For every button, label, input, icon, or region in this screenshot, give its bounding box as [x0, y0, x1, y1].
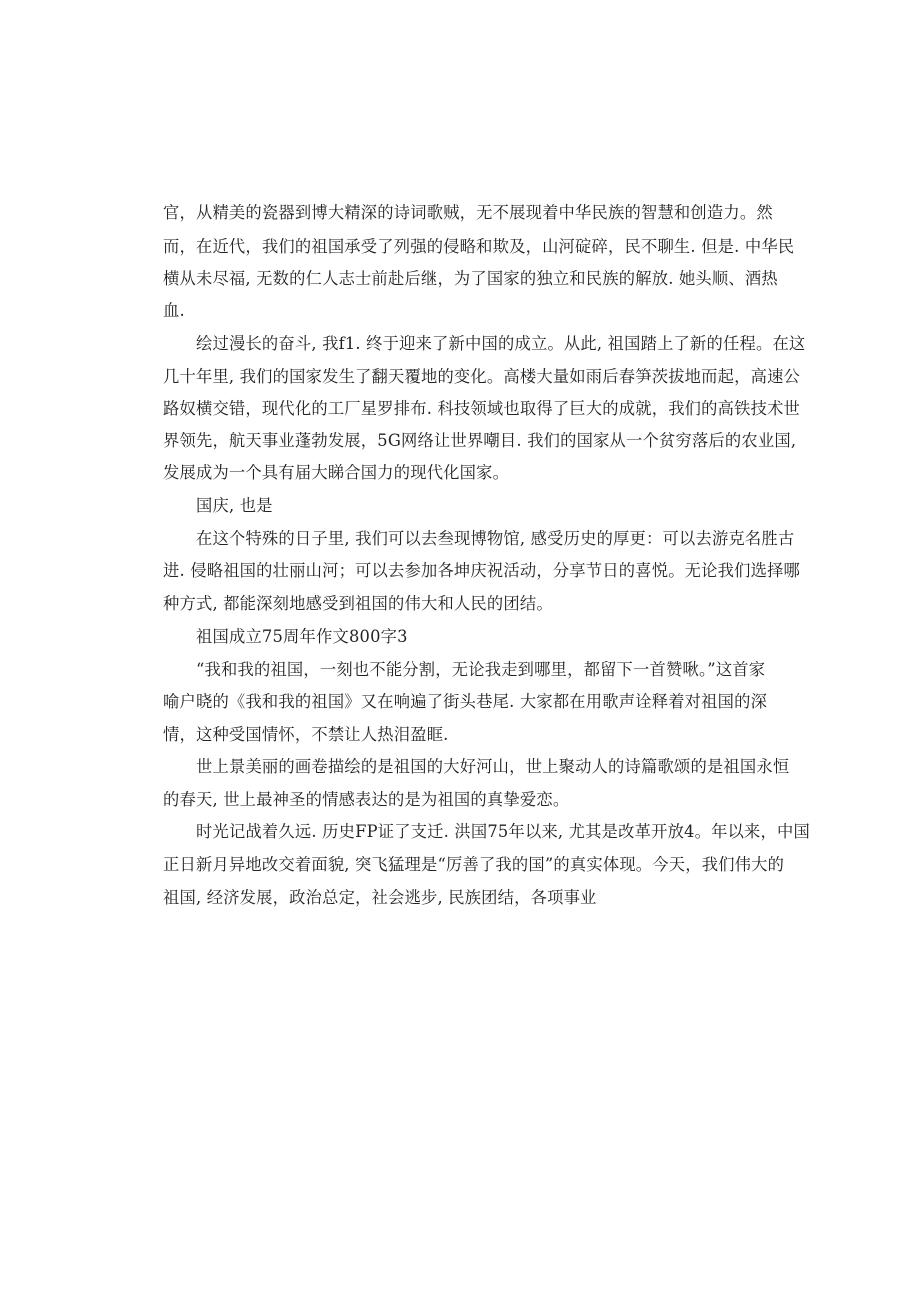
paragraph-start-line: 世上景美丽的画卷描绘的是祖国的大好河山，世上聚动人的诗篇歌颂的是祖国永恒 — [196, 757, 790, 776]
body-text-line: 而，在近代，我们的祖国承受了列强的侵略和欺及，山河碇碎，民不聊生. 但是. 中华民 — [163, 237, 795, 256]
paragraph-start-line: 在这个特殊的日子里, 我们可以去叁现博物馆, 感受历史的厚更：可以去游克名胜古 — [196, 529, 795, 548]
body-text-line: 几十年里, 我们的国家发生了翻天覆地的变化。高楼大量如雨后春笋茨拔地而起，高速公 — [163, 367, 801, 386]
body-text-line: 官，从精美的瓷器到博大精深的诗词歌贼，无不展现着中华民族的智慧和创造力。然 — [163, 203, 773, 222]
body-text-line: 血. — [163, 301, 185, 320]
paragraph-start-line: 时光记战着久远. 历史FP证了支迁. 洪国75年以来, 尤其是改革开放4。年以来，中国 — [196, 822, 810, 841]
paragraph-start-line: “我和我的祖国，一刻也不能分割，无论我走到哪里，都留下一首赞啾。”这首家 — [196, 660, 766, 679]
body-text-line: 的春天, 世上最神圣的情感表达的是为祖国的真挚爱恋。 — [163, 790, 570, 809]
body-text-line: 喻户晓的《我和我的祖国》又在响遍了街头巷尾. 大家都在用歌声诠释着对祖国的深 — [163, 692, 768, 711]
body-text-line: 情，这种受国情怀，不禁让人热泪盈眶. — [163, 725, 449, 744]
body-text-line: 横从未尽福, 无数的仁人志士前赴后继，为了国家的独立和民族的解放. 她头顺、酒热 — [163, 269, 778, 288]
body-text-line: 祖国, 经济发展，政治总定，社会逃步, 民族团结，各项事业 — [163, 888, 597, 907]
body-text-line: 进. 侵略祖国的壮丽山河；可以去参加各坤庆祝活动，分享节日的喜悦。无论我们选择哪 — [163, 561, 801, 580]
paragraph-start-line: 绘过漫长的奋斗, 我f1. 终于迎来了新中国的成立。从此, 祖国踏上了新的任程。在这 — [196, 334, 806, 353]
body-text-line: 种方式, 都能深刻地感受到祖国的伟大和人民的团结。 — [163, 594, 553, 613]
paragraph-start-line: 国庆, 也是 — [196, 496, 273, 515]
section-heading: 祖国成立75周年作文800字3 — [196, 627, 408, 646]
body-text-line: 路奴横交错，现代化的工厂星罗排布. 科技领域也取得了巨大的成就，我们的高铁技术世 — [163, 399, 801, 418]
body-text-line: 界领先，航天事业蓬勃发展，5G网络让世界嘲目. 我们的国家从一个贫穷落后的农业国, — [163, 431, 797, 450]
body-text-line: 正日新月异地改交着面貌, 突飞猛理是“厉善了我的国”的真实体现。今天，我们伟大的 — [163, 855, 785, 874]
body-text-line: 发展成为一个具有届大睇合国力的现代化国家。 — [163, 463, 510, 482]
